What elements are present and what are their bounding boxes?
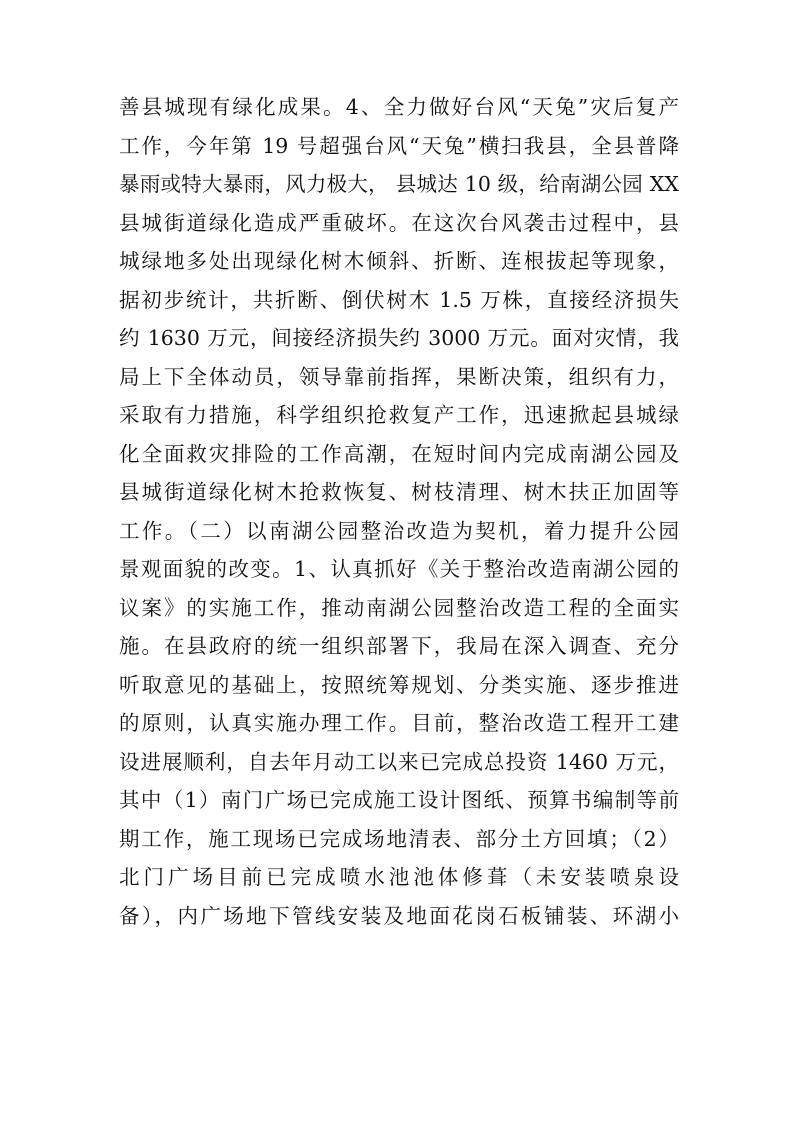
body-text bbox=[119, 88, 679, 935]
text-line: 约 1630 万元，间接经济损失约 3000 万元。面对灾情，我 bbox=[119, 326, 679, 350]
text-line: 城绿地多处出现绿化树木倾斜、折断、连根拔起等现象， bbox=[119, 249, 679, 273]
text-line: 其中（1）南门广场已完成施工设计图纸、预算书编制等前 bbox=[119, 788, 679, 812]
text-line: 县城街道绿化造成严重破坏。在这次台风袭击过程中，县 bbox=[119, 210, 679, 235]
text-line: 局上下全体动员，领导靠前指挥，果断决策，组织有力， bbox=[119, 364, 679, 389]
text-line: 暴雨或特大暴雨，风力极大， 县城达 10 级，给南湖公园 XX bbox=[119, 172, 679, 196]
text-line: 听取意见的基础上，按照统筹规划、分类实施、逐步推进 bbox=[119, 672, 679, 697]
text-line: 施。在县政府的统一组织部署下，我局在深入调查、充分 bbox=[119, 634, 679, 658]
text-line: 采取有力措施，科学组织抢救复产工作，迅速掀起县城绿 bbox=[119, 403, 679, 427]
text-line: 景观面貌的改变。1、认真抓好《关于整治改造南湖公园的 bbox=[119, 557, 679, 581]
text-line: 善县城现有绿化成果。4、全力做好台风“天兔”灾后复产 bbox=[119, 95, 679, 119]
text-line: 的原则，认真实施办理工作。目前，整治改造工程开工建 bbox=[119, 711, 679, 735]
text-line: 期工作，施工现场已完成场地清表、部分土方回填；（2） bbox=[119, 826, 679, 851]
text-line: 工作，今年第 19 号超强台风“天兔”横扫我县，全县普降 bbox=[119, 133, 679, 158]
text-line: 化全面救灾排险的工作高潮，在短时间内完成南湖公园及 bbox=[119, 441, 679, 466]
text-line: 备），内广场地下管线安装及地面花岗石板铺装、环湖小 bbox=[119, 903, 679, 928]
text-line: 议案》的实施工作，推动南湖公园整治改造工程的全面实 bbox=[119, 595, 679, 620]
text-line: 北门广场目前已完成喷水池池体修葺（未安装喷泉设 bbox=[119, 865, 679, 889]
text-line: 据初步统计，共折断、倒伏树木 1.5 万株，直接经济损失 bbox=[119, 287, 679, 312]
text-line: 县城街道绿化树木抢救恢复、树枝清理、树木扶正加固等 bbox=[119, 480, 679, 504]
text-line: 工作。（二）以南湖公园整治改造为契机，着力提升公园 bbox=[119, 518, 679, 543]
text-line: 设进展顺利，自去年月动工以来已完成总投资 1460 万元， bbox=[119, 749, 679, 774]
